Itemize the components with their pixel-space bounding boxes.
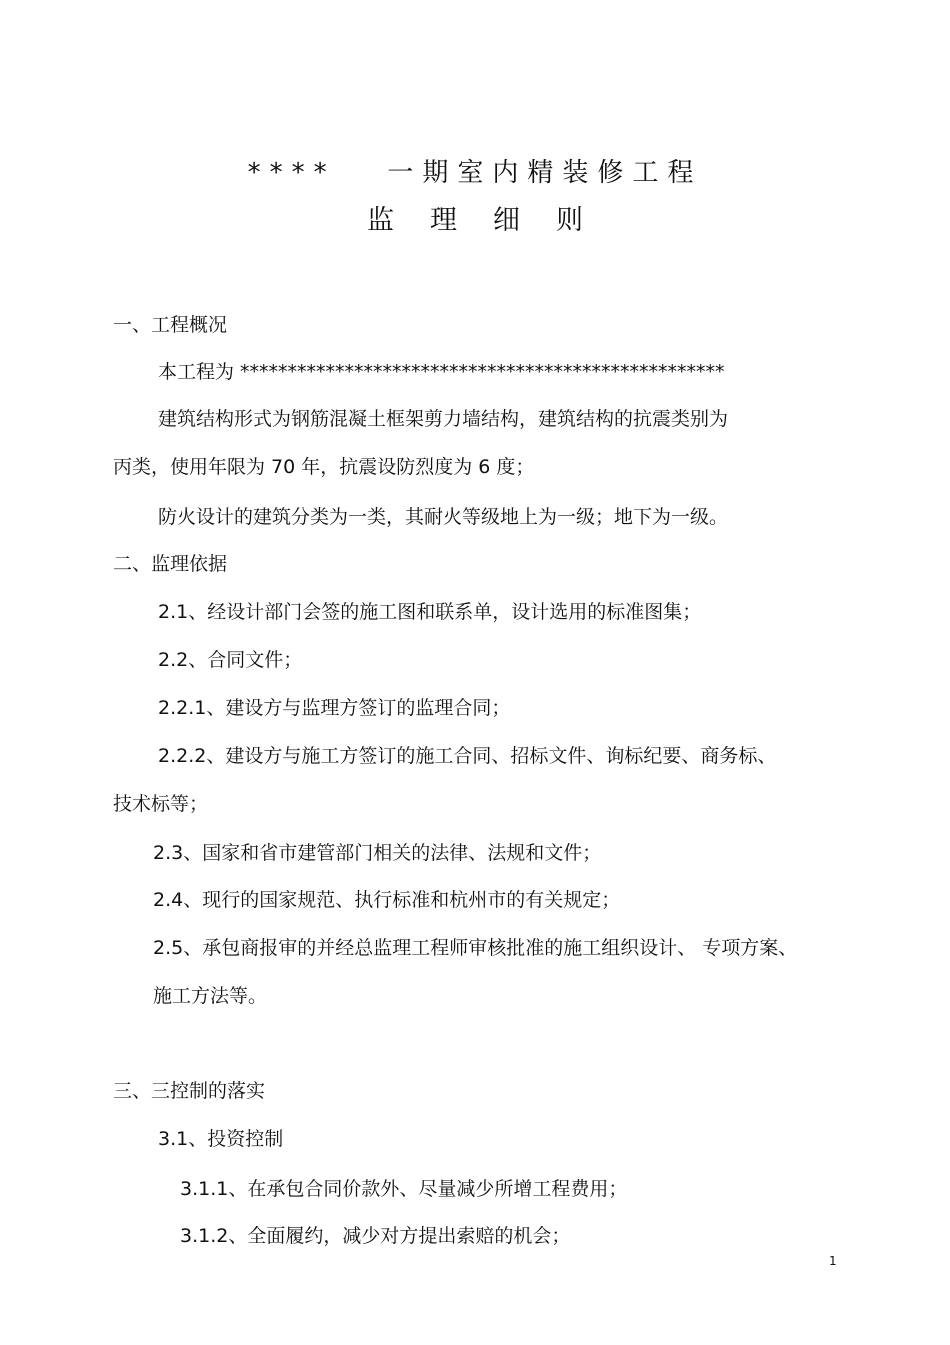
section-heading-1: 一、工程概况: [113, 314, 228, 336]
paragraph-line: 本工程为 ***************************************************: [158, 361, 725, 383]
list-item-continuation: 施工方法等。: [153, 985, 268, 1007]
list-item-continuation: 技术标等；: [113, 793, 209, 815]
section-heading-3: 三、三控制的落实: [113, 1080, 266, 1102]
paragraph-line: 丙类，使用年限为 70 年，抗震设防烈度为 6 度；: [113, 456, 535, 478]
document-title: **** 一期室内精装修工程: [247, 158, 703, 188]
list-item: 2.1、经设计部门会签的施工图和联系单，设计选用的标准图集；: [158, 601, 702, 623]
list-item: 3.1.1、在承包合同价款外、尽量减少所增工程费用；: [180, 1178, 628, 1200]
list-item: 2.5、承包商报审的并经总监理工程师审核批准的施工组织设计、 专项方案、: [153, 937, 798, 959]
paragraph-line: 建筑结构形式为钢筋混凝土框架剪力墙结构，建筑结构的抗震类别为: [158, 408, 729, 430]
list-item: 2.2.1、建设方与监理方签订的监理合同；: [158, 697, 511, 719]
section-heading-2: 二、监理依据: [113, 553, 228, 575]
list-item: 3.1.2、全面履约，减少对方提出索赔的机会；: [180, 1225, 571, 1247]
list-item: 2.2.2、建设方与施工方签订的施工合同、招标文件、询标纪要、商务标、: [158, 745, 777, 767]
page-number: 1: [829, 1254, 837, 1268]
paragraph-line: 防火设计的建筑分类为一类，其耐火等级地上为一级；地下为一级。: [158, 506, 729, 528]
list-item: 2.4、现行的国家规范、执行标准和杭州市的有关规定；: [153, 889, 621, 911]
list-item: 2.3、国家和省市建管部门相关的法律、法规和文件；: [153, 842, 602, 864]
document-subtitle: 监理细则: [367, 205, 619, 236]
list-item: 2.2、合同文件；: [158, 649, 303, 671]
list-item: 3.1、投资控制: [158, 1128, 284, 1150]
